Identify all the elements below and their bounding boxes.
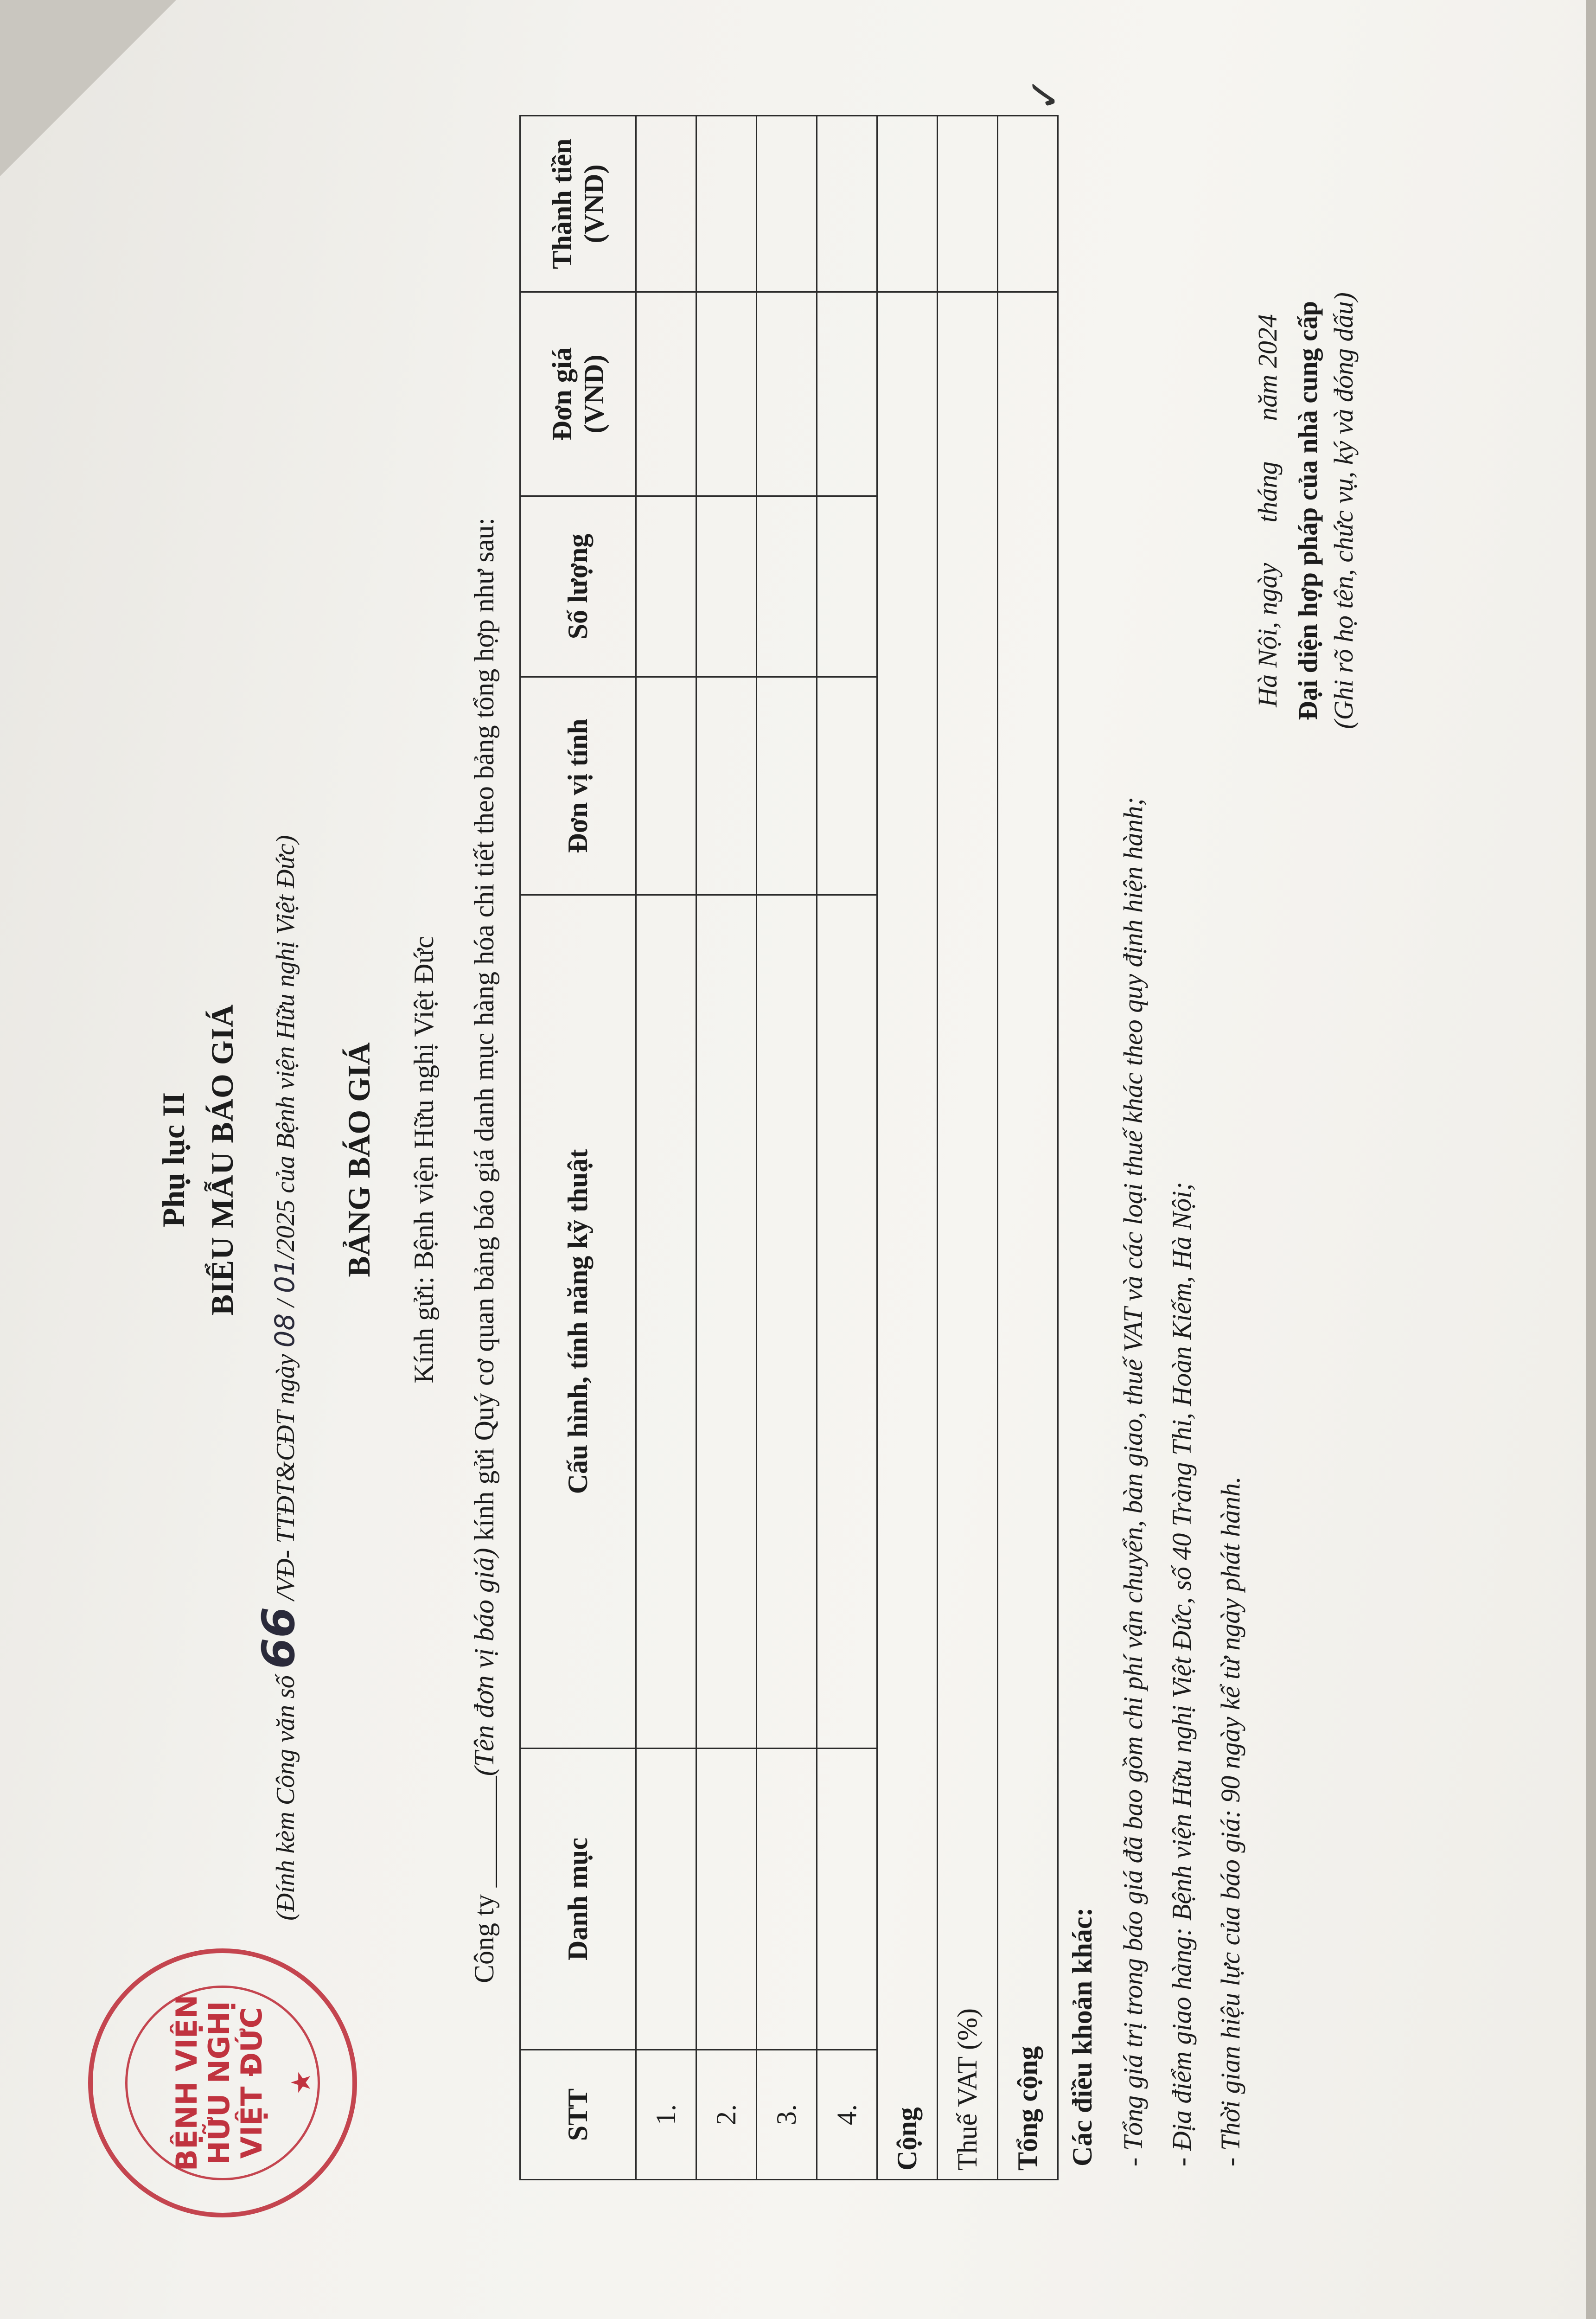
stamp-star-icon: ★	[285, 2070, 317, 2095]
quote-table	[519, 115, 1059, 2180]
stamp-line-1: BỆNH VIỆN	[170, 1994, 204, 2172]
term-item-3: - Thời gian hiệu lực của báo giá: 90 ngày kể từ ngày phát hành.	[1215, 1476, 1245, 2166]
col-thanh-tien: Thành tiền (VND)	[520, 116, 636, 292]
quote-title: BẢNG BÁO GIÁ	[341, 1042, 377, 1277]
row-2-stt: 2.	[696, 2050, 757, 2180]
signature-block	[1252, 70, 1359, 951]
appendix-label: Phụ lục II	[156, 1092, 191, 1227]
check-mark-icon: ✓	[1020, 77, 1069, 112]
term-item-2: - Địa điểm giao hàng: Bệnh viện Hữu nghị Việt Đức, số 40 Tràng Thi, Hoàn Kiếm, Hà Nội;	[1167, 1182, 1197, 2166]
vat-row	[938, 116, 998, 2180]
col-so-luong: Số lượng	[520, 496, 636, 677]
reference-line	[253, 835, 305, 1921]
stamp-line-2: HỮU NGHỊ	[202, 2001, 236, 2165]
table-row	[817, 116, 877, 2180]
col-cau-hinh: Cấu hình, tính năng kỹ thuật	[520, 895, 636, 1749]
row-3-stt: 3.	[757, 2050, 817, 2180]
label-tong-cong: Tổng cộng	[998, 292, 1058, 2180]
signature-date-line: Hà Nội, ngày tháng năm 2024	[1252, 314, 1283, 707]
terms-heading: Các điều khoản khác:	[1067, 1907, 1098, 2166]
ref-suffix: /2025 của Bệnh viện Hữu nghị Việt Đức)	[271, 835, 300, 1259]
total-row-cong	[877, 116, 938, 2180]
ref-number-handwritten: 66	[253, 1607, 305, 1669]
ref-prefix: (Đính kèm Công văn số	[271, 1675, 300, 1921]
label-cong: Cộng	[877, 292, 938, 2180]
signature-role: Đại diện hợp pháp của nhà cung cấp	[1293, 301, 1323, 721]
ref-middle: /VĐ- TTĐT&CĐT ngày	[271, 1354, 300, 1601]
intro-blank: ________	[469, 1776, 499, 1888]
intro-company: Công ty	[469, 1887, 499, 1983]
stamp-line-3: VIỆT ĐỨC	[235, 2007, 268, 2159]
ref-sep: /	[271, 1300, 300, 1307]
grand-total-row	[998, 116, 1058, 2180]
intro-rest: kính gửi Quý cơ quan bảng báo giá danh mục hàng hóa chi tiết theo bảng tổng hợp như sau:	[469, 517, 499, 1548]
col-stt: STT	[520, 2050, 636, 2180]
table-row	[757, 116, 817, 2180]
term-item-1: - Tổng giá trị trong báo giá đã bao gồm chi phí vận chuyển, bàn giao, thuế VAT và các loại thuế khác theo quy định hiện hành;	[1118, 797, 1148, 2166]
signature-note: (Ghi rõ họ tên, chức vụ, ký và đóng dấu)	[1328, 292, 1359, 729]
col-don-gia: Đơn giá (VND)	[520, 292, 636, 496]
row-4-stt: 4.	[817, 2050, 877, 2180]
table-row	[696, 116, 757, 2180]
ref-month-handwritten: 01	[269, 1259, 300, 1294]
table-row	[636, 116, 696, 2180]
ref-day-handwritten: 08	[269, 1313, 300, 1348]
intro-unit-note: (Tên đơn vị báo giá)	[469, 1548, 499, 1776]
table-header-row	[520, 116, 636, 2180]
recipient-line: Kính gửi: Bệnh viện Hữu nghị Việt Đức	[409, 936, 439, 1384]
intro-line	[468, 518, 500, 1983]
row-1-stt: 1.	[636, 2050, 696, 2180]
col-don-vi-tinh: Đơn vị tính	[520, 677, 636, 895]
label-vat: Thuế VAT (%)	[938, 292, 998, 2180]
col-danh-muc: Danh mục	[520, 1749, 636, 2050]
form-title: BIỂU MẪU BÁO GIÁ	[204, 1004, 240, 1316]
